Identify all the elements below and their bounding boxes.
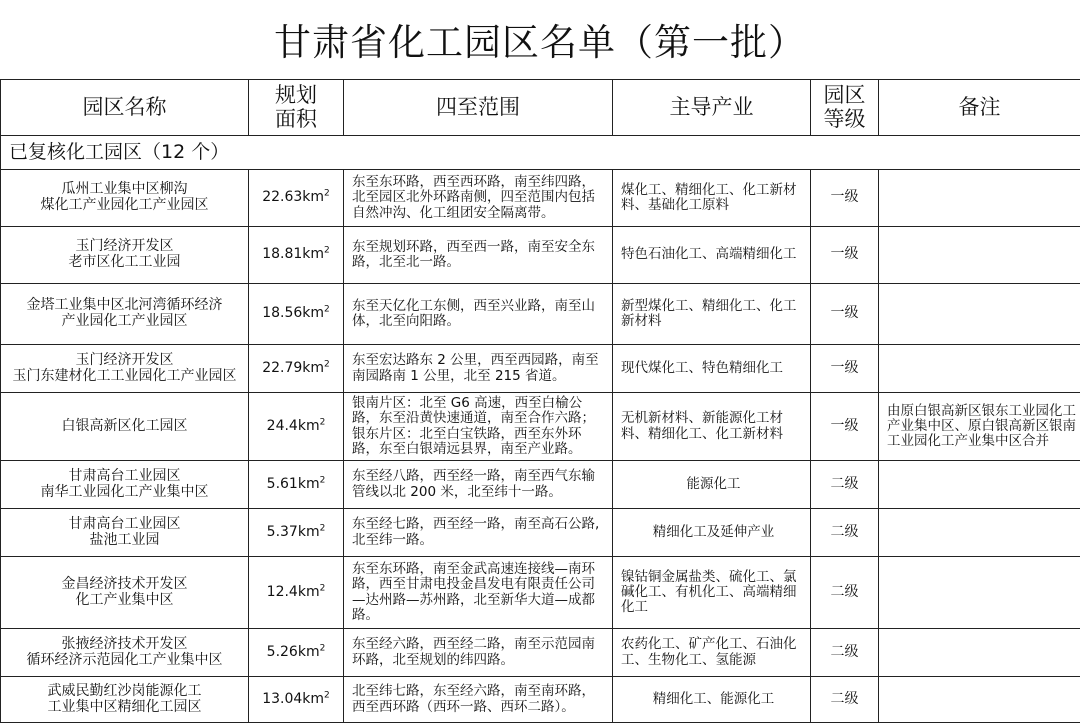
area-unit: km [298,644,320,660]
area-unit-exponent: 2 [320,417,326,427]
note-cell [879,557,1080,629]
area-unit-exponent: 2 [320,475,326,485]
area-value: 18.56 [262,305,302,321]
leading-industry-cell: 无机新材料、新能源化工材料、精细化工、化工新材料 [613,393,811,461]
area-unit-exponent: 2 [324,305,330,315]
table-row [1,345,1080,393]
planned-area-cell [249,284,344,345]
boundary-cell: 东至天亿化工东侧，西至兴业路，南至山体，北至向阳路。 [344,284,613,345]
park-name-cell [1,677,249,723]
leading-industry-cell: 新型煤化工、精细化工、化工新材料 [613,284,811,345]
park-name-cell [1,170,249,227]
park-level-cell: 一级 [811,393,879,461]
note-cell: 由原白银高新区银东工业园化工产业集中区、原白银高新区银南工业园化工产业集中区合并 [879,393,1080,461]
header-boundary: 四至范围 [344,80,613,136]
area-unit: km [302,360,324,376]
park-name-line: 瓜州工业集中区柳沟 [62,181,188,197]
park-name-line: 工业集中区精细化工园区 [48,699,202,715]
note-cell [879,461,1080,509]
park-level-cell: 二级 [811,461,879,509]
table-row [1,227,1080,284]
table-row [1,677,1080,723]
park-level-cell: 二级 [811,629,879,677]
table-row [1,461,1080,509]
boundary-cell: 东至东环路，南至金武高速连接线—南环路，西至甘肃电投金昌发电有限责任公司—达州路—苏州路，北至新华大道—成都路。 [344,557,613,629]
area-unit: km [302,691,324,707]
planned-area-cell [249,170,344,227]
table-row [1,509,1080,557]
section-label: 已复核化工园区（12 个） [1,136,1080,170]
table-row [1,393,1080,461]
park-name-cell [1,557,249,629]
leading-industry-cell: 能源化工 [613,461,811,509]
boundary-cell: 东至规划环路，西至西一路，南至安全东路，北至北一路。 [344,227,613,284]
park-name-line: 甘肃高台工业园区 [69,468,181,484]
note-cell [879,345,1080,393]
area-value: 18.81 [262,246,302,262]
header-park-level: 园区 等级 [811,80,879,136]
document-title: 甘肃省化工园区名单（第一批） [0,0,1080,78]
park-name-line: 玉门东建材化工工业园化工产业园区 [13,368,237,384]
header-leading-industry: 主导产业 [613,80,811,136]
park-name-line: 产业园化工产业园区 [62,313,188,329]
park-name-cell [1,461,249,509]
park-level-cell: 一级 [811,227,879,284]
park-name-line: 煤化工产业园化工产业园区 [41,197,209,213]
park-name-cell [1,509,249,557]
area-unit-exponent: 2 [324,189,330,199]
planned-area-cell [249,345,344,393]
table-row [1,284,1080,345]
park-level-cell: 二级 [811,509,879,557]
park-name-cell [1,227,249,284]
park-name-line: 白银高新区化工园区 [62,418,188,434]
note-cell [879,227,1080,284]
park-name-line: 玉门经济开发区 [76,238,174,254]
table-row [1,170,1080,227]
park-name-cell [1,345,249,393]
area-value: 22.63 [262,189,302,205]
header-note: 备注 [879,80,1080,136]
area-unit: km [302,305,324,321]
leading-industry-cell: 现代煤化工、特色精细化工 [613,345,811,393]
area-unit-exponent: 2 [320,523,326,533]
area-value: 24.4 [267,418,298,434]
area-unit-exponent: 2 [324,246,330,256]
area-unit: km [302,189,324,205]
area-unit-exponent: 2 [324,359,330,369]
planned-area-cell [249,629,344,677]
leading-industry-cell: 精细化工、能源化工 [613,677,811,723]
park-name-cell [1,284,249,345]
park-list-table [0,79,1080,723]
park-name-line: 武威民勤红沙岗能源化工 [48,683,202,699]
leading-industry-cell: 特色石油化工、高端精细化工 [613,227,811,284]
area-unit-exponent: 2 [320,583,326,593]
area-unit-exponent: 2 [320,643,326,653]
area-unit: km [302,246,324,262]
park-level-cell: 二级 [811,557,879,629]
park-name-line: 老市区化工工业园 [69,254,181,270]
park-level-cell: 一级 [811,170,879,227]
area-unit: km [298,418,320,434]
area-value: 5.26 [267,644,298,660]
area-value: 12.4 [267,584,298,600]
park-name-line: 化工产业集中区 [76,592,174,608]
boundary-cell: 东至经六路，西至经二路，南至示范园南环路，北至规划的纬四路。 [344,629,613,677]
boundary-cell: 银南片区：北至 G6 高速，西至白榆公路，东至沿黄快速通道，南至合作六路；银东片区：北至白宝铁路，西至东外环路，东至白银靖远县界，南至产业路。 [344,393,613,461]
park-name-line: 南华工业园化工产业集中区 [41,484,209,500]
park-name-line: 循环经济示范园化工产业集中区 [27,652,223,668]
area-value: 22.79 [262,360,302,376]
header-park-name: 园区名称 [1,80,249,136]
planned-area-cell [249,393,344,461]
park-level-cell: 一级 [811,284,879,345]
table-row [1,629,1080,677]
planned-area-cell [249,557,344,629]
note-cell [879,629,1080,677]
boundary-cell: 北至纬七路，东至经六路，南至南环路，西至西环路（西环一路、西环二路）。 [344,677,613,723]
planned-area-cell [249,509,344,557]
boundary-cell: 东至东环路，西至西环路，南至纬四路，北至园区北外环路南侧，四至范围内包括自然冲沟、化工组团安全隔离带。 [344,170,613,227]
park-name-cell [1,393,249,461]
area-unit: km [298,476,320,492]
leading-industry-cell: 镍钴铜金属盐类、硫化工、氯碱化工、有机化工、高端精细化工 [613,557,811,629]
section-row [1,136,1080,170]
park-name-cell [1,629,249,677]
leading-industry-cell: 精细化工及延伸产业 [613,509,811,557]
boundary-cell: 东至经七路，西至经一路，南至高石公路,北至纬一路。 [344,509,613,557]
note-cell [879,509,1080,557]
header-planned-area: 规划 面积 [249,80,344,136]
planned-area-cell [249,227,344,284]
area-unit: km [298,584,320,600]
note-cell [879,284,1080,345]
planned-area-cell [249,461,344,509]
note-cell [879,677,1080,723]
area-value: 13.04 [262,691,302,707]
park-level-cell: 一级 [811,345,879,393]
planned-area-cell [249,677,344,723]
park-name-line: 金塔工业集中区北河湾循环经济 [27,297,223,313]
park-name-line: 张掖经济技术开发区 [62,636,188,652]
park-name-line: 玉门经济开发区 [76,352,174,368]
area-value: 5.37 [267,524,298,540]
header-row [1,80,1080,136]
note-cell [879,170,1080,227]
leading-industry-cell: 农药化工、矿产化工、石油化工、生物化工、氢能源 [613,629,811,677]
park-name-line: 盐池工业园 [90,532,160,548]
area-value: 5.61 [267,476,298,492]
boundary-cell: 东至宏达路东 2 公里，西至西园路，南至南园路南 1 公里，北至 215 省道。 [344,345,613,393]
park-name-line: 金昌经济技术开发区 [62,576,188,592]
table-row [1,557,1080,629]
boundary-cell: 东至经八路，西至经一路，南至西气东输管线以北 200 米，北至纬十一路。 [344,461,613,509]
park-name-line: 甘肃高台工业园区 [69,516,181,532]
area-unit-exponent: 2 [324,690,330,700]
park-level-cell: 二级 [811,677,879,723]
area-unit: km [298,524,320,540]
leading-industry-cell: 煤化工、精细化工、化工新材料、基础化工原料 [613,170,811,227]
